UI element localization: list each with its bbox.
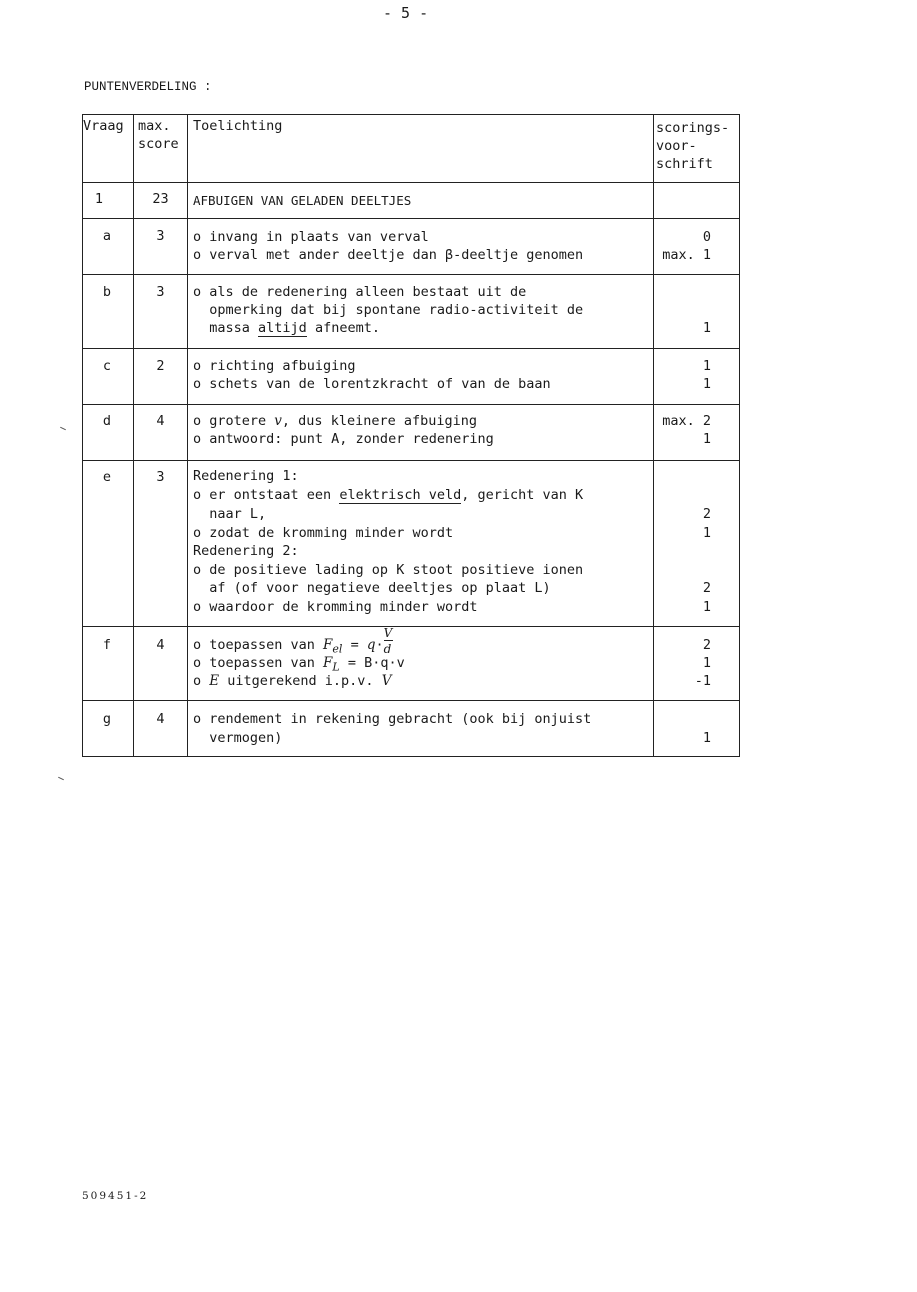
- header-scoring-line3: schrift: [656, 156, 713, 172]
- score-c-2: 1: [702, 376, 711, 392]
- score-d-1: max. 2: [662, 413, 711, 429]
- max-f: 4: [156, 637, 165, 653]
- document-code: 509451-2: [82, 1190, 149, 1202]
- table-border-top: [82, 114, 740, 115]
- vraag-b: b: [102, 284, 112, 300]
- score-e-3: 2: [702, 506, 711, 522]
- table-divider: [82, 348, 740, 349]
- vraag-f: f: [102, 637, 112, 653]
- score-f-1: 2: [702, 637, 711, 653]
- max-a: 3: [156, 228, 165, 244]
- score-a-2: max. 1: [662, 247, 711, 263]
- page-number: - 5 -: [383, 4, 429, 22]
- text-g-2: vermogen): [193, 730, 283, 746]
- text-f-1: o toepassen van $F_{el} = q\cdot$ $\frac{V}{d}$: [193, 626, 393, 656]
- header-scoring-line2: voor-: [656, 138, 697, 154]
- vraag-d: d: [102, 413, 112, 429]
- score-f-2: 1: [702, 655, 711, 671]
- emphasis-underline: altijd: [258, 320, 307, 336]
- score-b-3: 1: [702, 320, 711, 336]
- table-divider: [82, 404, 740, 405]
- emphasis-underline: elektrisch veld: [339, 487, 462, 503]
- header-toelichting: Toelichting: [193, 118, 283, 134]
- table-divider: [82, 274, 740, 275]
- vraag-g: g: [102, 711, 112, 727]
- text-b-1: o als de redenering alleen bestaat uit de: [193, 284, 527, 300]
- score-e-7: 2: [702, 580, 711, 596]
- text-e-6: o de positieve lading op K stoot positieve ionen: [193, 562, 584, 578]
- score-f-3: -1: [694, 673, 711, 689]
- score-g-2: 1: [702, 730, 711, 746]
- section-max: 23: [152, 191, 169, 207]
- text-e-3: naar L,: [193, 506, 267, 522]
- table-border-right: [739, 114, 740, 757]
- max-e: 3: [156, 469, 165, 485]
- text-d-2: o antwoord: punt A, zonder redenering: [193, 431, 494, 447]
- text-e-7: af (of voor negatieve deeltjes op plaat L): [193, 580, 551, 596]
- text-c-2: o schets van de lorentzkracht of van de baan: [193, 376, 551, 392]
- text-d-1: o grotere v, dus kleinere afbuiging: [193, 413, 477, 429]
- text-f-3: o E uitgerekend i.p.v. V: [193, 673, 392, 689]
- text-a-2: o verval met ander deeltje dan β-deeltje genomen: [193, 247, 584, 263]
- page-heading: PUNTENVERDELING :: [84, 80, 212, 94]
- table-divider: [82, 460, 740, 461]
- section-number: 1: [94, 191, 104, 207]
- text-e-4: o zodat de kromming minder wordt: [193, 525, 454, 541]
- text-a-1: o invang in plaats van verval: [193, 229, 429, 245]
- score-d-2: 1: [702, 431, 711, 447]
- column-divider: [187, 114, 188, 757]
- score-c-1: 1: [702, 358, 711, 374]
- margin-mark: [58, 777, 64, 780]
- text-c-1: o richting afbuiging: [193, 358, 356, 374]
- text-e-2: o er ontstaat een elektrisch veld, gericht van K: [193, 487, 584, 503]
- vraag-a: a: [102, 228, 112, 244]
- scoring-table: [82, 114, 740, 758]
- table-border-bottom: [82, 756, 740, 757]
- table-divider: [82, 626, 740, 627]
- table-divider: [82, 218, 740, 219]
- table-divider: [82, 182, 740, 183]
- vraag-e: e: [102, 469, 112, 485]
- column-divider: [133, 114, 134, 757]
- header-scoring-line1: scorings-: [656, 120, 730, 136]
- text-e-5: Redenering 2:: [193, 543, 299, 559]
- max-d: 4: [156, 413, 165, 429]
- header-max-line1: max.: [138, 118, 171, 134]
- text-b-3: massa altijd afneemt.: [193, 320, 380, 336]
- text-e-8: o waardoor de kromming minder wordt: [193, 599, 478, 615]
- score-e-8: 1: [702, 599, 711, 615]
- vraag-c: c: [102, 358, 112, 374]
- header-vraag: Vraag: [83, 118, 124, 134]
- text-g-1: o rendement in rekening gebracht (ook bij onjuist: [193, 711, 592, 727]
- section-title: AFBUIGEN VAN GELADEN DEELTJES: [193, 193, 412, 208]
- margin-mark: [60, 427, 66, 430]
- max-b: 3: [156, 284, 165, 300]
- text-f-2: o toepassen van $F_L = B\cdot q\cdot v$: [193, 655, 405, 674]
- table-divider: [82, 700, 740, 701]
- table-border-left: [82, 114, 83, 757]
- max-g: 4: [156, 711, 165, 727]
- text-b-2: opmerking dat bij spontane radio-activiteit de: [193, 302, 584, 318]
- max-c: 2: [156, 358, 165, 374]
- text-e-1: Redenering 1:: [193, 468, 299, 484]
- header-max-line2: score: [138, 136, 179, 152]
- score-e-4: 1: [702, 525, 711, 541]
- score-a-1: 0: [702, 229, 711, 245]
